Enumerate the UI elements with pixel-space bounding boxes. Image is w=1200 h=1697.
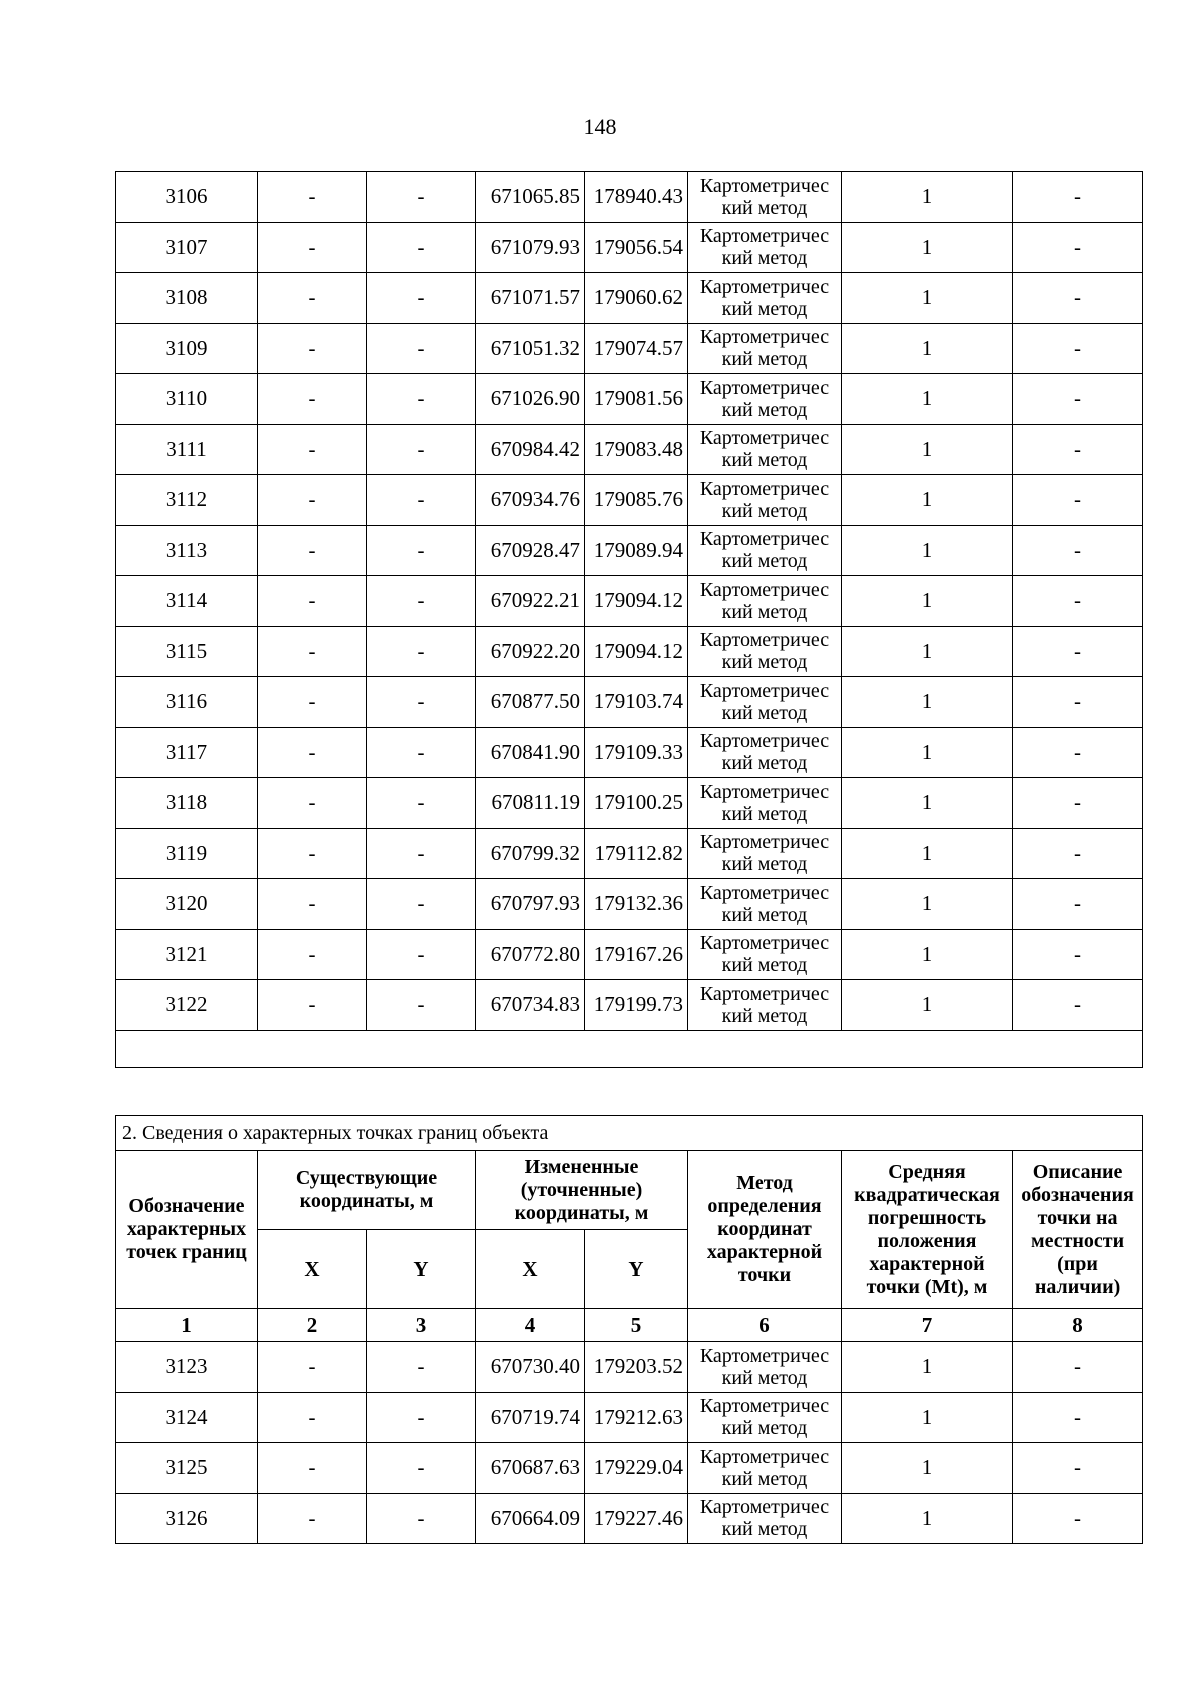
table-row <box>116 475 1143 526</box>
header-mean-square-error: Средняя квадратическая погрешность положения характерной точки (Mt), м <box>842 1151 1013 1309</box>
existing-x: - <box>258 222 367 273</box>
mean-square-error: 1 <box>842 1493 1013 1544</box>
existing-y: - <box>367 677 476 728</box>
changed-x: 670687.63 <box>476 1443 585 1494</box>
column-index: 7 <box>842 1309 1013 1342</box>
mean-square-error: 1 <box>842 778 1013 829</box>
point-id: 3118 <box>116 778 258 829</box>
changed-y: 179074.57 <box>585 323 688 374</box>
changed-y: 179094.12 <box>585 576 688 627</box>
changed-x: 670922.20 <box>476 626 585 677</box>
changed-y: 179089.94 <box>585 525 688 576</box>
mean-square-error: 1 <box>842 828 1013 879</box>
changed-y: 179112.82 <box>585 828 688 879</box>
point-id: 3106 <box>116 172 258 223</box>
point-description: - <box>1013 1443 1143 1494</box>
table-row <box>116 576 1143 627</box>
changed-x: 671026.90 <box>476 374 585 425</box>
mean-square-error: 1 <box>842 929 1013 980</box>
mean-square-error: 1 <box>842 1392 1013 1443</box>
existing-x: - <box>258 1493 367 1544</box>
method: Картометричес кий метод <box>688 374 842 425</box>
existing-x: - <box>258 172 367 223</box>
point-id: 3114 <box>116 576 258 627</box>
mean-square-error: 1 <box>842 273 1013 324</box>
table-row <box>116 879 1143 930</box>
existing-y: - <box>367 172 476 223</box>
point-description: - <box>1013 1392 1143 1443</box>
existing-x: - <box>258 980 367 1031</box>
existing-y: - <box>367 1392 476 1443</box>
point-id: 3124 <box>116 1392 258 1443</box>
existing-x: - <box>258 879 367 930</box>
changed-y: 179085.76 <box>585 475 688 526</box>
changed-y: 179203.52 <box>585 1342 688 1393</box>
existing-x: - <box>258 576 367 627</box>
point-description: - <box>1013 525 1143 576</box>
header-existing-x: X <box>258 1230 367 1309</box>
header-description: Описание обозначения точки на местности (при наличии) <box>1013 1151 1143 1309</box>
point-description: - <box>1013 1493 1143 1544</box>
method: Картометричес кий метод <box>688 1493 842 1544</box>
column-index-row <box>116 1309 1143 1342</box>
changed-x: 671071.57 <box>476 273 585 324</box>
header-existing-coords: Существующие координаты, м <box>258 1151 476 1230</box>
existing-x: - <box>258 273 367 324</box>
point-id: 3109 <box>116 323 258 374</box>
method: Картометричес кий метод <box>688 1392 842 1443</box>
changed-y: 179081.56 <box>585 374 688 425</box>
changed-x: 670719.74 <box>476 1392 585 1443</box>
point-description: - <box>1013 677 1143 728</box>
mean-square-error: 1 <box>842 323 1013 374</box>
table-row <box>116 1443 1143 1494</box>
changed-y: 179212.63 <box>585 1392 688 1443</box>
table-row <box>116 626 1143 677</box>
changed-x: 670730.40 <box>476 1342 585 1393</box>
existing-x: - <box>258 929 367 980</box>
point-id: 3116 <box>116 677 258 728</box>
mean-square-error: 1 <box>842 879 1013 930</box>
point-id: 3115 <box>116 626 258 677</box>
existing-y: - <box>367 374 476 425</box>
existing-x: - <box>258 1342 367 1393</box>
existing-y: - <box>367 929 476 980</box>
mean-square-error: 1 <box>842 424 1013 475</box>
method: Картометричес кий метод <box>688 929 842 980</box>
header-changed-y: Y <box>585 1230 688 1309</box>
existing-x: - <box>258 374 367 425</box>
table-row <box>116 424 1143 475</box>
point-id: 3123 <box>116 1342 258 1393</box>
column-index: 6 <box>688 1309 842 1342</box>
point-description: - <box>1013 879 1143 930</box>
changed-y: 179060.62 <box>585 273 688 324</box>
existing-y: - <box>367 323 476 374</box>
page-number: 148 <box>583 114 617 139</box>
existing-y: - <box>367 1342 476 1393</box>
changed-x: 670928.47 <box>476 525 585 576</box>
point-description: - <box>1013 626 1143 677</box>
point-id: 3108 <box>116 273 258 324</box>
table-row <box>116 172 1143 223</box>
point-description: - <box>1013 475 1143 526</box>
column-index: 4 <box>476 1309 585 1342</box>
method: Картометричес кий метод <box>688 525 842 576</box>
point-id: 3120 <box>116 879 258 930</box>
mean-square-error: 1 <box>842 626 1013 677</box>
point-description: - <box>1013 273 1143 324</box>
method: Картометричес кий метод <box>688 677 842 728</box>
header-designation: Обозначение характерных точек границ <box>116 1151 258 1309</box>
method: Картометричес кий метод <box>688 778 842 829</box>
empty-row <box>116 1030 1143 1067</box>
table-row <box>116 1392 1143 1443</box>
method: Картометричес кий метод <box>688 424 842 475</box>
method: Картометричес кий метод <box>688 828 842 879</box>
point-description: - <box>1013 980 1143 1031</box>
changed-y: 179109.33 <box>585 727 688 778</box>
changed-y: 179083.48 <box>585 424 688 475</box>
method: Картометричес кий метод <box>688 222 842 273</box>
table-row <box>116 273 1143 324</box>
mean-square-error: 1 <box>842 677 1013 728</box>
point-description: - <box>1013 374 1143 425</box>
method: Картометричес кий метод <box>688 879 842 930</box>
changed-x: 670984.42 <box>476 424 585 475</box>
boundary-points-table <box>115 1115 1143 1544</box>
changed-x: 670841.90 <box>476 727 585 778</box>
table-row <box>116 323 1143 374</box>
changed-x: 670799.32 <box>476 828 585 879</box>
point-description: - <box>1013 172 1143 223</box>
table-row <box>116 525 1143 576</box>
existing-x: - <box>258 424 367 475</box>
point-id: 3126 <box>116 1493 258 1544</box>
changed-y: 179229.04 <box>585 1443 688 1494</box>
header-changed-coords: Измененные (уточненные) координаты, м <box>476 1151 688 1230</box>
method: Картометричес кий метод <box>688 475 842 526</box>
method: Картометричес кий метод <box>688 172 842 223</box>
point-id: 3122 <box>116 980 258 1031</box>
existing-x: - <box>258 778 367 829</box>
coordinates-table-continued <box>115 171 1143 1068</box>
mean-square-error: 1 <box>842 475 1013 526</box>
mean-square-error: 1 <box>842 980 1013 1031</box>
existing-y: - <box>367 576 476 627</box>
existing-y: - <box>367 424 476 475</box>
existing-y: - <box>367 879 476 930</box>
header-existing-y: Y <box>367 1230 476 1309</box>
point-id: 3119 <box>116 828 258 879</box>
point-description: - <box>1013 828 1143 879</box>
table-row <box>116 828 1143 879</box>
table-row <box>116 374 1143 425</box>
method: Картометричес кий метод <box>688 323 842 374</box>
mean-square-error: 1 <box>842 576 1013 627</box>
point-id: 3117 <box>116 727 258 778</box>
table-row <box>116 222 1143 273</box>
existing-x: - <box>258 626 367 677</box>
existing-y: - <box>367 475 476 526</box>
existing-y: - <box>367 727 476 778</box>
changed-x: 671065.85 <box>476 172 585 223</box>
changed-y: 179103.74 <box>585 677 688 728</box>
changed-x: 670922.21 <box>476 576 585 627</box>
changed-x: 670934.76 <box>476 475 585 526</box>
existing-y: - <box>367 626 476 677</box>
table-caption: 2. Сведения о характерных точках границ объекта <box>116 1116 1143 1151</box>
table-row <box>116 1493 1143 1544</box>
column-index: 8 <box>1013 1309 1143 1342</box>
point-id: 3125 <box>116 1443 258 1494</box>
method: Картометричес кий метод <box>688 576 842 627</box>
point-description: - <box>1013 778 1143 829</box>
method: Картометричес кий метод <box>688 980 842 1031</box>
header-changed-x: X <box>476 1230 585 1309</box>
point-description: - <box>1013 222 1143 273</box>
table-row <box>116 929 1143 980</box>
changed-y: 179199.73 <box>585 980 688 1031</box>
table-row <box>116 727 1143 778</box>
existing-x: - <box>258 1392 367 1443</box>
empty-cell <box>116 1030 1143 1067</box>
existing-x: - <box>258 828 367 879</box>
mean-square-error: 1 <box>842 222 1013 273</box>
existing-y: - <box>367 222 476 273</box>
existing-y: - <box>367 778 476 829</box>
changed-y: 178940.43 <box>585 172 688 223</box>
point-id: 3111 <box>116 424 258 475</box>
method: Картометричес кий метод <box>688 727 842 778</box>
existing-x: - <box>258 727 367 778</box>
existing-x: - <box>258 323 367 374</box>
changed-x: 670797.93 <box>476 879 585 930</box>
point-id: 3121 <box>116 929 258 980</box>
point-id: 3113 <box>116 525 258 576</box>
table-row <box>116 980 1143 1031</box>
changed-y: 179056.54 <box>585 222 688 273</box>
method: Картометричес кий метод <box>688 1443 842 1494</box>
method: Картометричес кий метод <box>688 1342 842 1393</box>
existing-x: - <box>258 475 367 526</box>
point-description: - <box>1013 1342 1143 1393</box>
column-index: 5 <box>585 1309 688 1342</box>
method: Картометричес кий метод <box>688 273 842 324</box>
mean-square-error: 1 <box>842 727 1013 778</box>
changed-y: 179167.26 <box>585 929 688 980</box>
method: Картометричес кий метод <box>688 626 842 677</box>
point-description: - <box>1013 576 1143 627</box>
existing-x: - <box>258 677 367 728</box>
changed-y: 179132.36 <box>585 879 688 930</box>
point-description: - <box>1013 727 1143 778</box>
mean-square-error: 1 <box>842 1342 1013 1393</box>
existing-x: - <box>258 525 367 576</box>
mean-square-error: 1 <box>842 525 1013 576</box>
column-index: 3 <box>367 1309 476 1342</box>
column-index: 1 <box>116 1309 258 1342</box>
point-description: - <box>1013 323 1143 374</box>
table-row <box>116 778 1143 829</box>
point-id: 3110 <box>116 374 258 425</box>
existing-y: - <box>367 525 476 576</box>
changed-x: 671051.32 <box>476 323 585 374</box>
changed-x: 670772.80 <box>476 929 585 980</box>
changed-x: 670811.19 <box>476 778 585 829</box>
changed-x: 670877.50 <box>476 677 585 728</box>
existing-y: - <box>367 980 476 1031</box>
existing-y: - <box>367 273 476 324</box>
table-row <box>116 1342 1143 1393</box>
existing-y: - <box>367 828 476 879</box>
mean-square-error: 1 <box>842 172 1013 223</box>
changed-y: 179100.25 <box>585 778 688 829</box>
point-id: 3112 <box>116 475 258 526</box>
point-description: - <box>1013 929 1143 980</box>
changed-y: 179094.12 <box>585 626 688 677</box>
changed-x: 670664.09 <box>476 1493 585 1544</box>
changed-x: 670734.83 <box>476 980 585 1031</box>
table-row <box>116 677 1143 728</box>
mean-square-error: 1 <box>842 1443 1013 1494</box>
mean-square-error: 1 <box>842 374 1013 425</box>
point-description: - <box>1013 424 1143 475</box>
changed-x: 671079.93 <box>476 222 585 273</box>
header-method: Метод определения координат характерной точки <box>688 1151 842 1309</box>
existing-x: - <box>258 1443 367 1494</box>
existing-y: - <box>367 1493 476 1544</box>
changed-y: 179227.46 <box>585 1493 688 1544</box>
point-id: 3107 <box>116 222 258 273</box>
existing-y: - <box>367 1443 476 1494</box>
column-index: 2 <box>258 1309 367 1342</box>
